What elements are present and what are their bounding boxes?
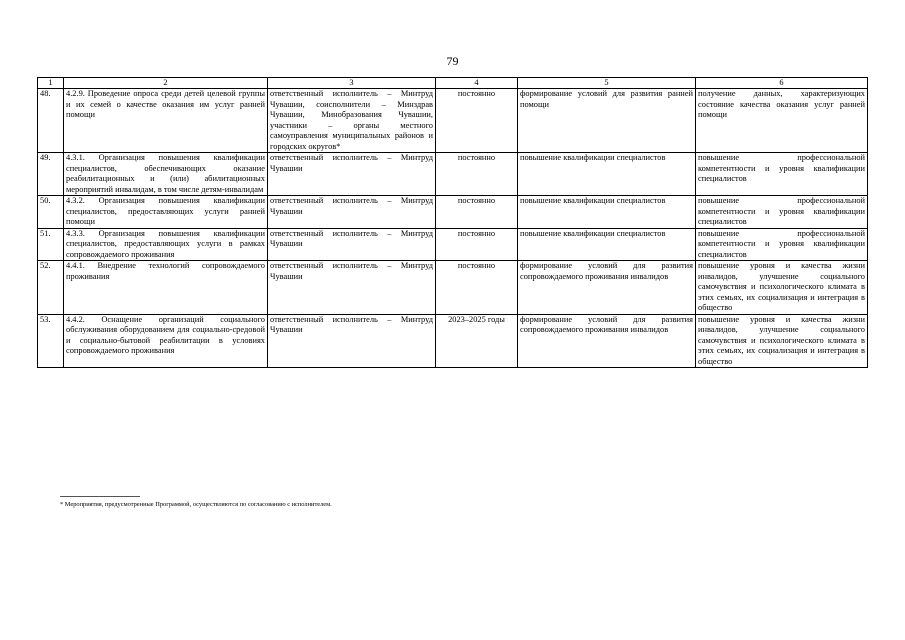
period-cell: постоянно bbox=[436, 89, 518, 153]
responsible-cell: ответственный исполнитель – Минтруд Чувашии, соисполнители – Минздрав Чувашии, Минобразования Чувашии, участники – органы местного самоуправления муниципальных районов и городских округов* bbox=[268, 89, 436, 153]
row-number: 48. bbox=[38, 89, 64, 153]
footnote-divider bbox=[60, 496, 140, 497]
column-header: 3 bbox=[268, 78, 436, 89]
period-cell: постоянно bbox=[436, 261, 518, 315]
table-header-row bbox=[38, 78, 868, 89]
period-cell: 2023–2025 годы bbox=[436, 314, 518, 368]
table-row bbox=[38, 228, 868, 261]
table-row bbox=[38, 261, 868, 315]
row-number: 53. bbox=[38, 314, 64, 368]
period-cell: постоянно bbox=[436, 153, 518, 196]
goal-cell: формирование условий для развития сопровождаемого проживания инвалидов bbox=[518, 314, 696, 368]
activity-cell: 4.3.1. Организация повышения квалификации специалистов, обеспечивающих оказание реабилитационных и (или) абилитационных мероприятий инвалидам, в том числе детям-инвалидам bbox=[64, 153, 268, 196]
table-row bbox=[38, 314, 868, 368]
table-row bbox=[38, 196, 868, 229]
column-header: 1 bbox=[38, 78, 64, 89]
responsible-cell: ответственный исполнитель – Минтруд Чувашии bbox=[268, 314, 436, 368]
responsible-cell: ответственный исполнитель – Минтруд Чувашии bbox=[268, 261, 436, 315]
column-header: 6 bbox=[696, 78, 868, 89]
activity-cell: 4.3.3. Организация повышения квалификации специалистов, предоставляющих услуги в рамках сопровождаемого проживания bbox=[64, 228, 268, 261]
activities-table bbox=[37, 77, 868, 368]
period-cell: постоянно bbox=[436, 228, 518, 261]
footnote: * Мероприятия, предусмотренные Программой, осуществляются по согласованию с исполнителем. bbox=[60, 501, 332, 508]
result-cell: повышение профессиональной компетентности и уровня квалификации специалистов bbox=[696, 228, 868, 261]
activity-cell: 4.3.2. Организация повышения квалификации специалистов, предоставляющих услуги ранней помощи bbox=[64, 196, 268, 229]
row-number: 52. bbox=[38, 261, 64, 315]
result-cell: повышение профессиональной компетентности и уровня квалификации специалистов bbox=[696, 196, 868, 229]
period-cell: постоянно bbox=[436, 196, 518, 229]
responsible-cell: ответственный исполнитель – Минтруд Чувашии bbox=[268, 196, 436, 229]
activity-cell: 4.4.1. Внедрение технологий сопровождаемого проживания bbox=[64, 261, 268, 315]
responsible-cell: ответственный исполнитель – Минтруд Чувашии bbox=[268, 153, 436, 196]
row-number: 49. bbox=[38, 153, 64, 196]
responsible-cell: ответственный исполнитель – Минтруд Чувашии bbox=[268, 228, 436, 261]
activity-cell: 4.2.9. Проведение опроса среди детей целевой группы и их семей о качестве оказания им услуг ранней помощи bbox=[64, 89, 268, 153]
goal-cell: повышение квалификации специалистов bbox=[518, 196, 696, 229]
row-number: 50. bbox=[38, 196, 64, 229]
goal-cell: формирование условий для развития ранней помощи bbox=[518, 89, 696, 153]
result-cell: повышение профессиональной компетентности и уровня квалификации специалистов bbox=[696, 153, 868, 196]
activity-cell: 4.4.2. Оснащение организаций социального обслуживания оборудованием для социально-средовой и социально-бытовой реабилитации в условиях сопровождаемого проживания bbox=[64, 314, 268, 368]
column-header: 2 bbox=[64, 78, 268, 89]
table-row bbox=[38, 153, 868, 196]
page-number: 79 bbox=[446, 54, 459, 68]
column-header: 5 bbox=[518, 78, 696, 89]
row-number: 51. bbox=[38, 228, 64, 261]
goal-cell: повышение квалификации специалистов bbox=[518, 228, 696, 261]
column-header: 4 bbox=[436, 78, 518, 89]
result-cell: повышение уровня и качества жизни инвалидов, улучшение социального самочувствия и психологического климата в этих семьях, их социализация и интеграция в общество bbox=[696, 314, 868, 368]
result-cell: повышение уровня и качества жизни инвалидов, улучшение социального самочувствия и психологического климата в этих семьях, их социализация и интеграция в общество bbox=[696, 261, 868, 315]
goal-cell: повышение квалификации специалистов bbox=[518, 153, 696, 196]
goal-cell: формирование условий для развития сопровождаемого проживания инвалидов bbox=[518, 261, 696, 315]
table-row bbox=[38, 89, 868, 153]
result-cell: получение данных, характеризующих состояние качества оказания услуг ранней помощи bbox=[696, 89, 868, 153]
